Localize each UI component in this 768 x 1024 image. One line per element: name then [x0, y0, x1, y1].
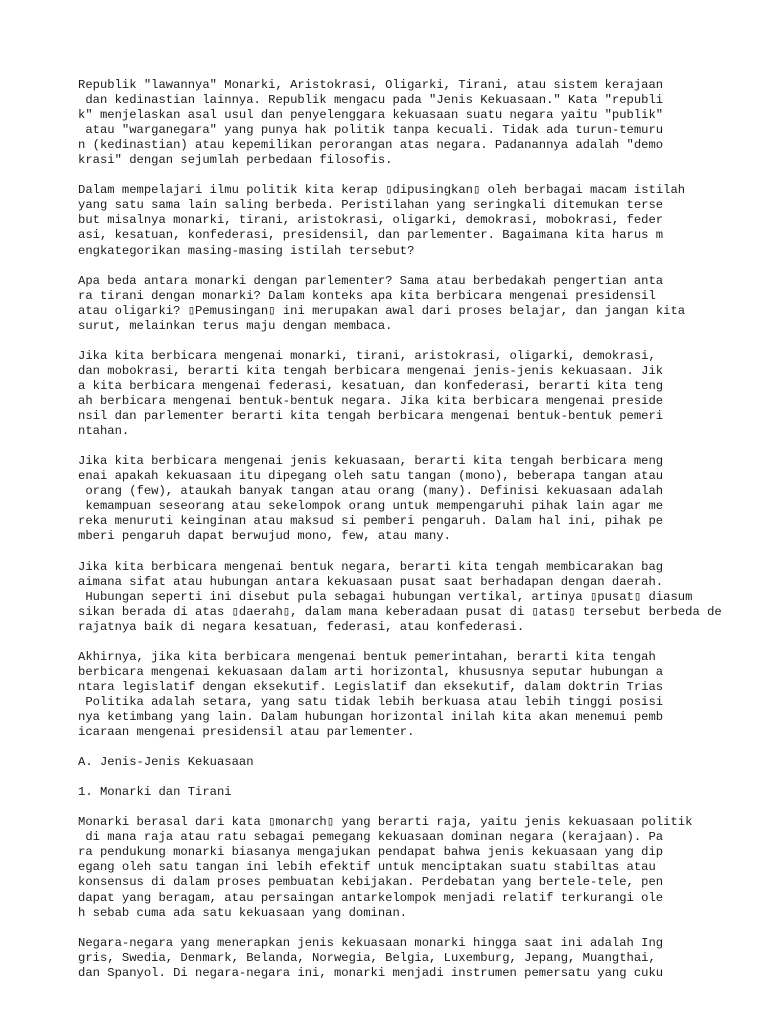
text-line: h sebab cuma ada satu kekuasaan yang dominan. [78, 905, 408, 920]
paragraph [78, 183, 768, 258]
text-line: berbicara mengenai kekuasaan dalam arti horizontal, khususnya seputar hubungan a [78, 664, 664, 679]
text-line: Jika kita berbicara mengenai jenis kekuasaan, berarti kita tengah berbicara meng [78, 454, 664, 469]
paragraph [78, 454, 768, 544]
text-line: di mana raja atau ratu sebagai pemegang kekuasaan dominan negara (kerajaan). Pa [78, 830, 664, 845]
paragraph [78, 755, 768, 770]
document-page [78, 78, 768, 996]
text-line: orang (few), ataukah banyak tangan atau orang (many). Definisi kekuasaan adalah [78, 484, 664, 499]
text-line: Jika kita berbicara mengenai monarki, tirani, aristokrasi, oligarki, demokrasi, [78, 348, 656, 363]
text-line: Hubungan seperti ini disebut pula sebagai hubungan vertikal, artinya ▯pusat▯ diasum [78, 589, 693, 604]
text-line: Republik "lawannya" Monarki, Aristokrasi, Oligarki, Tirani, atau sistem kerajaan [78, 78, 664, 92]
paragraph [78, 650, 768, 740]
text-line: rajatnya baik di negara kesatuan, federasi, atau konfederasi. [78, 619, 525, 634]
text-line: atau oligarki? ▯Pemusingan▯ ini merupakan awal dari proses belajar, dan jangan kita [78, 303, 686, 318]
text-line: Monarki berasal dari kata ▯monarch▯ yang berarti raja, yaitu jenis kekuasaan politik [78, 815, 693, 830]
text-line: a kita berbicara mengenai federasi, kesatuan, dan konfederasi, berarti kita teng [78, 378, 664, 393]
text-line: enai apakah kekuasaan itu dipegang oleh satu tangan (mono), beberapa tangan atau [78, 469, 664, 484]
text-line: nsil dan parlementer berarti kita tengah berbicara mengenai bentuk-bentuk pemeri [78, 409, 664, 424]
text-line: dan kedinastian lainnya. Republik mengacu pada "Jenis Kekuasaan." Kata "republi [78, 93, 664, 108]
text-line: yang satu sama lain saling berbeda. Peristilahan yang seringkali ditemukan terse [78, 198, 664, 213]
text-line: Jika kita berbicara mengenai bentuk negara, berarti kita tengah membicarakan bag [78, 559, 664, 574]
paragraph [78, 78, 768, 168]
text-line: k" menjelaskan asal usul dan penyelenggara kekuasaan suatu negara yaitu "publik" [78, 108, 664, 123]
text-line: Negara-negara yang menerapkan jenis kekuasaan monarki hingga saat ini adalah Ing [78, 935, 664, 950]
text-line: atau "warganegara" yang punya hak politik tanpa kecuali. Tidak ada turun-temuru [78, 123, 664, 138]
text-line: but misalnya monarki, tirani, aristokrasi, oligarki, demokrasi, mobokrasi, feder [78, 213, 664, 228]
text-line: ra tirani dengan monarki? Dalam konteks apa kita berbicara mengenai presidensil [78, 288, 656, 303]
text-line: dapat yang beragam, atau persaingan antarkelompok menjadi relatif terkurangi ole [78, 890, 664, 905]
paragraph [78, 274, 768, 334]
paragraph [78, 560, 768, 635]
text-line: krasi" dengan sejumlah perbedaan filosofis. [78, 153, 393, 168]
paragraph [78, 936, 768, 981]
text-line: ntahan. [78, 424, 130, 439]
paragraph [78, 815, 768, 920]
text-line: nya ketimbang yang lain. Dalam hubungan horizontal inilah kita akan menemui pemb [78, 709, 664, 724]
text-line: konsensus di dalam proses pembuatan kebijakan. Perdebatan yang bertele-tele, pen [78, 875, 664, 890]
paragraph [78, 349, 768, 439]
text-line: ra pendukung monarki biasanya mengajukan pendapat bahwa jenis kekuasaan yang dip [78, 845, 664, 860]
text-line: gris, Swedia, Denmark, Belanda, Norwegia, Belgia, Luxemburg, Jepang, Muangthai, [78, 950, 656, 965]
text-line: ah berbicara mengenai bentuk-bentuk negara. Jika kita berbicara mengenai preside [78, 393, 664, 408]
text-line: icaraan mengenai presidensil atau parlementer. [78, 725, 415, 740]
text-line: kemampuan seseorang atau sekelompok orang untuk mempengaruhi pihak lain agar me [78, 499, 664, 514]
text-line: Politika adalah setara, yang satu tidak lebih berkuasa atau lebih tinggi posisi [78, 694, 664, 709]
text-line: aimana sifat atau hubungan antara kekuasaan pusat saat berhadapan dengan daerah. [78, 574, 664, 589]
text-line: sikan berada di atas ▯daerah▯, dalam mana keberadaan pusat di ▯atas▯ tersebut berbeda de [78, 604, 722, 619]
paragraph [78, 785, 768, 800]
text-line: dan mobokrasi, berarti kita tengah berbicara mengenai jenis-jenis kekuasaan. Jik [78, 363, 664, 378]
text-line: engkategorikan masing-masing istilah tersebut? [78, 243, 415, 258]
text-line: reka menuruti keinginan atau maksud si pemberi pengaruh. Dalam hal ini, pihak pe [78, 514, 664, 529]
text-line: mberi pengaruh dapat berwujud mono, few, atau many. [78, 529, 451, 544]
text-line: egang oleh satu tangan ini lebih efektif untuk menciptakan suatu stabiltas atau [78, 860, 656, 875]
text-line: ntara legislatif dengan eksekutif. Legislatif dan eksekutif, dalam doktrin Trias [78, 679, 664, 694]
text-line: Dalam mempelajari ilmu politik kita kerap ▯dipusingkan▯ oleh berbagai macam istilah [78, 183, 686, 198]
text-line: surut, melainkan terus maju dengan membaca. [78, 318, 393, 333]
text-line: Apa beda antara monarki dengan parlementer? Sama atau berbedakah pengertian anta [78, 273, 664, 288]
text-line: 1. Monarki dan Tirani [78, 785, 232, 800]
text-line: A. Jenis-Jenis Kekuasaan [78, 755, 254, 770]
text-line: asi, kesatuan, konfederasi, presidensil, dan parlementer. Bagaimana kita harus m [78, 228, 664, 243]
text-line: n (kedinastian) atau kepemilikan perorangan atas negara. Padanannya adalah "demo [78, 138, 664, 153]
text-line: dan Spanyol. Di negara-negara ini, monarki menjadi instrumen pemersatu yang cuku [78, 965, 664, 980]
text-line: Akhirnya, jika kita berbicara mengenai bentuk pemerintahan, berarti kita tengah [78, 649, 656, 664]
